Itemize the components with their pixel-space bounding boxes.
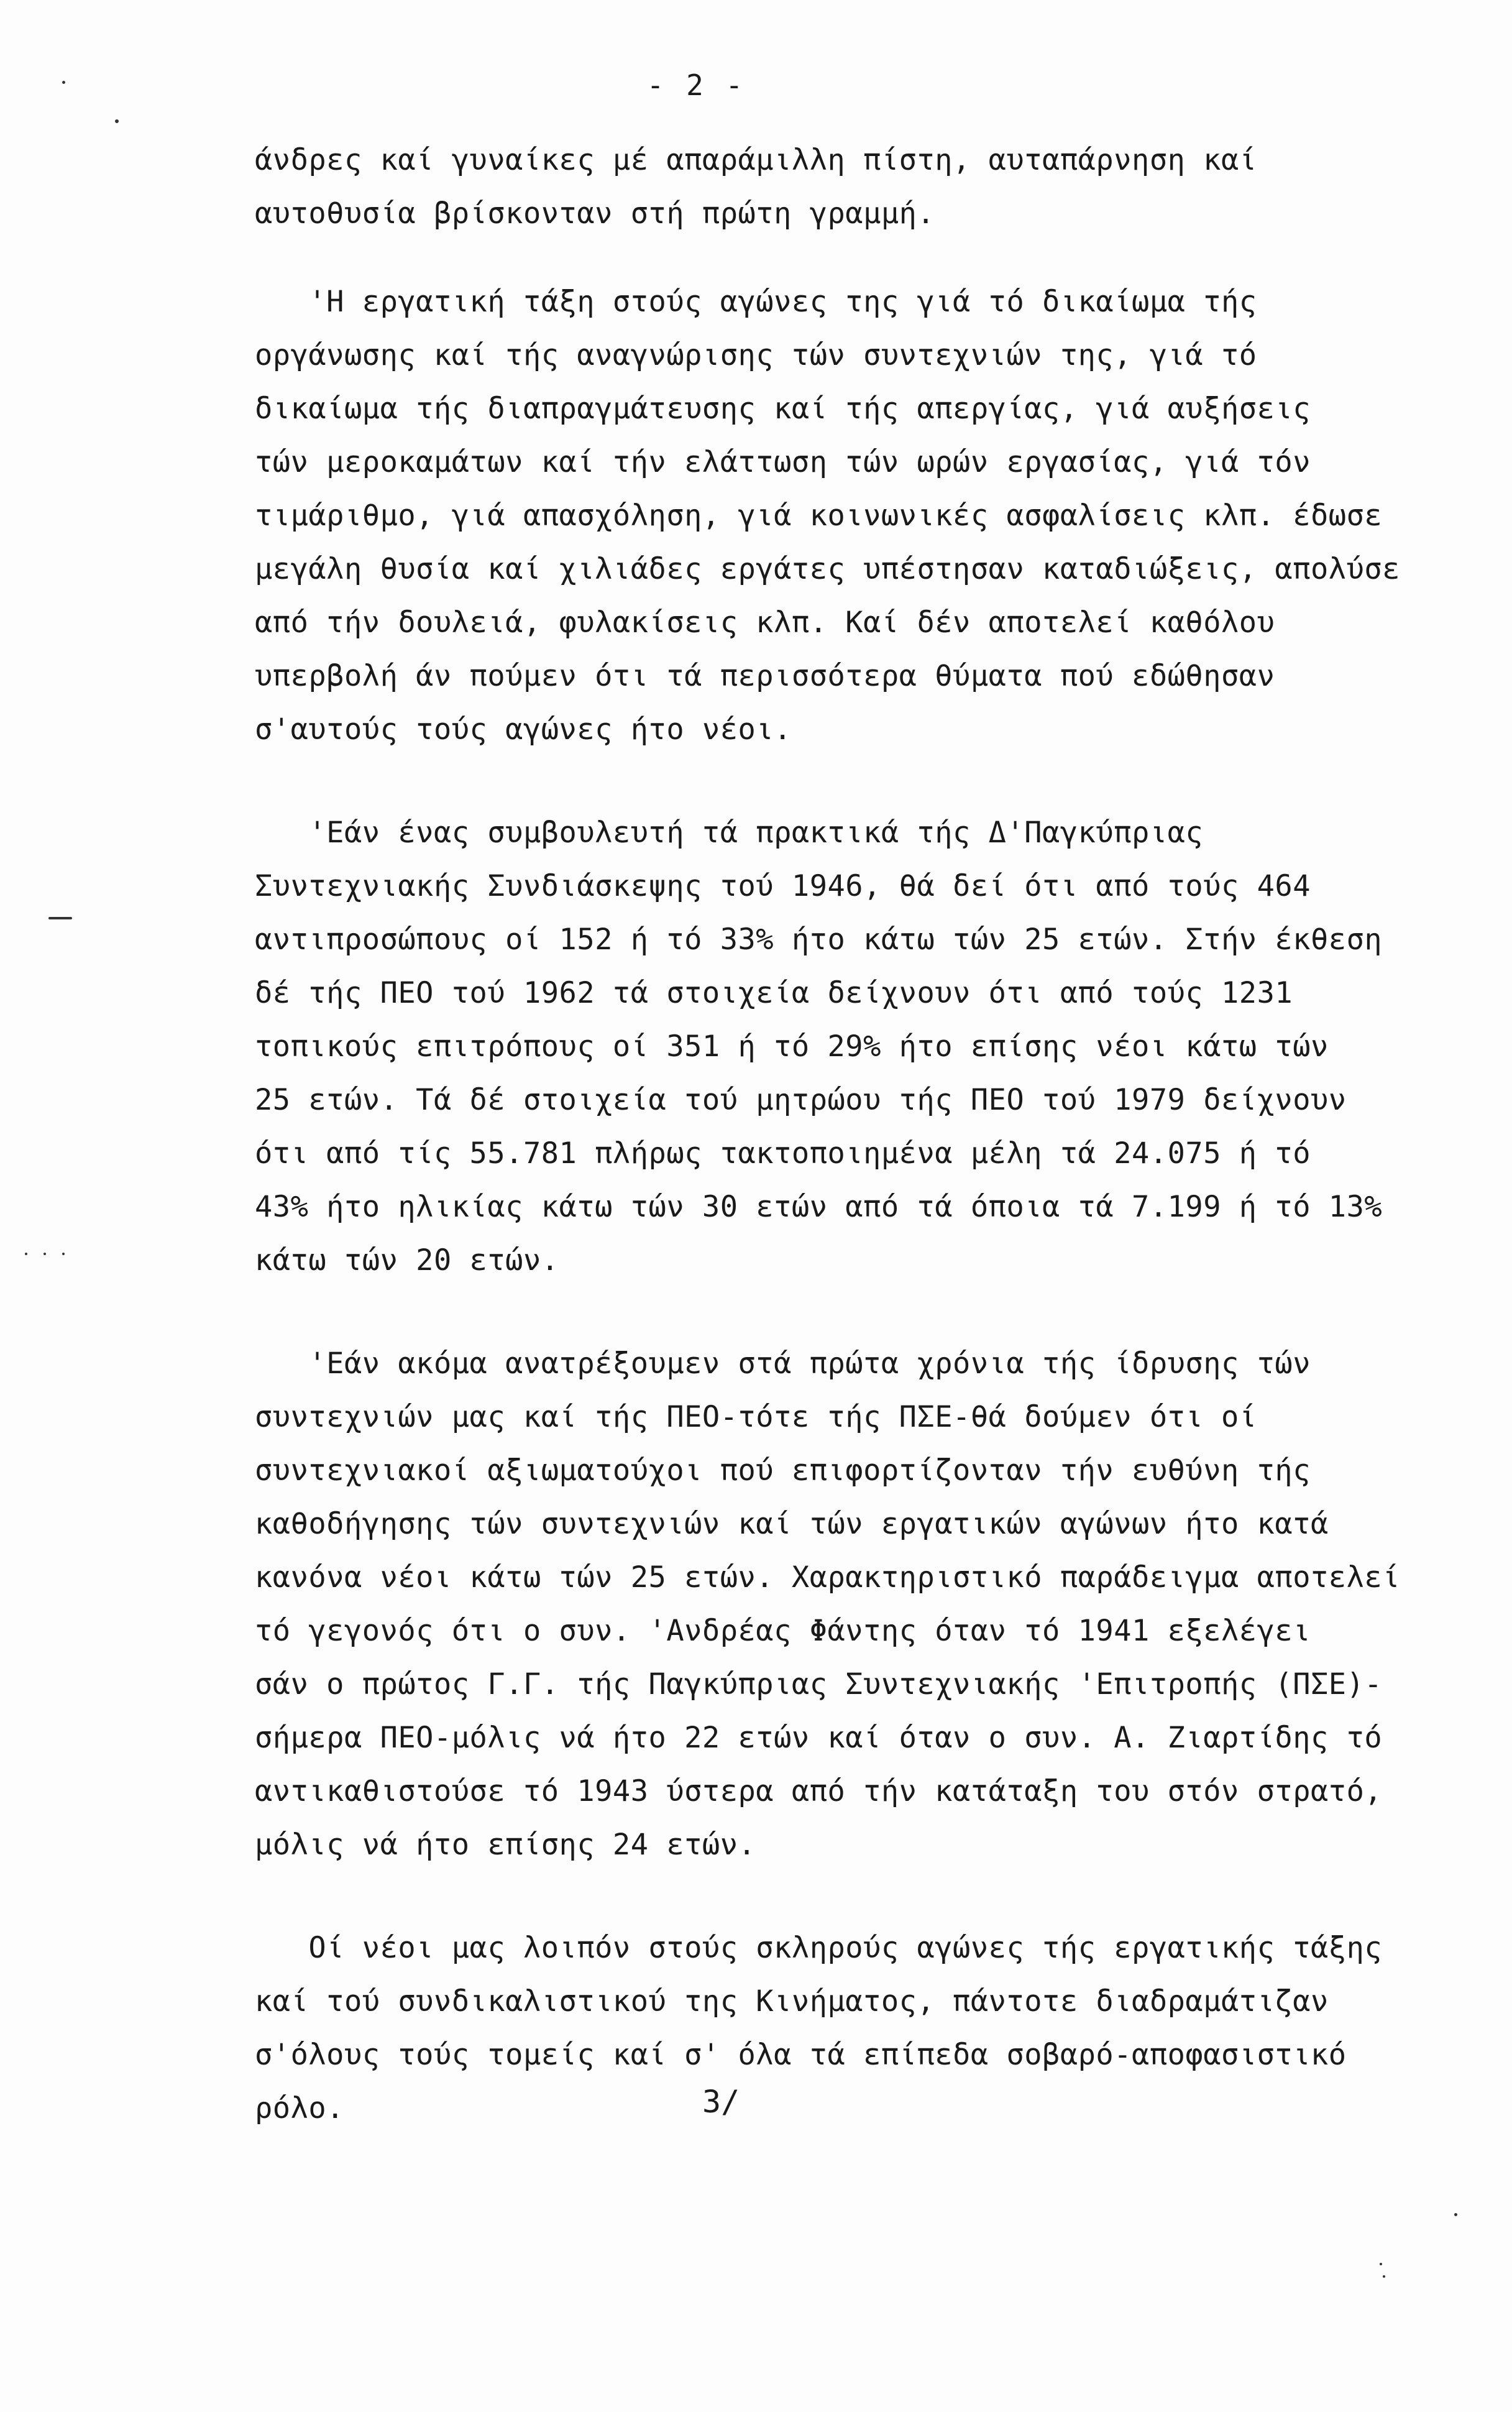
text-line: 43% ήτο ηλικίας κάτω τών 30 ετών από τά όποια τά 7.199 ή τό 13% xyxy=(255,1190,1383,1224)
page-number: - 2 - xyxy=(646,68,746,102)
text-line: σ'αυτούς τούς αγώνες ήτο νέοι. xyxy=(255,712,792,747)
scan-speck xyxy=(1380,2263,1382,2265)
text-line: κάτω τών 20 ετών. xyxy=(255,1243,559,1277)
text-line: 'Εάν ένας συμβουλευτή τά πρακτικά τής Δ'Παγκύπριας xyxy=(255,816,1204,850)
text-line: υπερβολή άν πούμεν ότι τά περισσότερα θύματα πού εδώθησαν xyxy=(255,659,1275,693)
paragraph-5 xyxy=(255,1922,1460,2135)
text-line: 'Εάν ακόμα ανατρέξουμεν στά πρώτα χρόνια τής ίδρυσης τών xyxy=(255,1346,1311,1381)
text-line: δικαίωμα τής διαπραγμάτευσης καί τής απεργίας, γιά αυξήσεις xyxy=(255,392,1311,426)
text-line: ότι από τίς 55.781 πλήρως τακτοποιημένα μέλη τά 24.075 ή τό xyxy=(255,1136,1311,1171)
text-line: αυτοθυσία βρίσκονταν στή πρώτη γραμμή. xyxy=(255,196,935,231)
text-line: συντεχνιών μας καί τής ΠΕΟ-τότε τής ΠΣΕ-θά δούμεν ότι οί xyxy=(255,1400,1257,1434)
text-line: μόλις νά ήτο επίσης 24 ετών. xyxy=(255,1828,756,1862)
text-line: σάν ο πρώτος Γ.Γ. τής Παγκύπριας Συντεχνιακής 'Επιτροπής (ΠΣΕ)- xyxy=(255,1667,1383,1701)
text-line: σ'όλους τούς τομείς καί σ' όλα τά επίπεδα σοβαρό-αποφασιστικό xyxy=(255,2038,1347,2072)
continuation-marker: 3/ xyxy=(702,2084,740,2120)
scan-speck xyxy=(1383,2275,1385,2278)
text-line: Συντεχνιακής Συνδιάσκεψης τού 1946, θά δεί ότι από τούς 464 xyxy=(255,869,1311,903)
scan-speck xyxy=(1454,2213,1457,2216)
scan-speck xyxy=(62,81,65,84)
text-line: 25 ετών. Τά δέ στοιχεία τού μητρώου τής ΠΕΟ τού 1979 δείχνουν xyxy=(255,1083,1347,1117)
paragraph-3 xyxy=(255,806,1460,1287)
paragraph-4 xyxy=(255,1337,1460,1872)
body-text xyxy=(255,134,1460,2185)
text-line: συντεχνιακοί αξιωματούχοι πού επιφορτίζονταν τήν ευθύνη τής xyxy=(255,1453,1311,1488)
scan-speck xyxy=(25,1253,27,1255)
text-line: τοπικούς επιτρόπους οί 351 ή τό 29% ήτο επίσης νέοι κάτω τών xyxy=(255,1029,1329,1064)
text-line: καθοδήγησης τών συντεχνιών καί τών εργατικών αγώνων ήτο κατά xyxy=(255,1507,1329,1541)
paragraph-1 xyxy=(255,134,1460,241)
text-line: αντιπροσώπους οί 152 ή τό 33% ήτο κάτω τών 25 ετών. Στήν έκθεση xyxy=(255,923,1383,957)
text-line: από τήν δουλειά, φυλακίσεις κλπ. Καί δέν αποτελεί καθόλου xyxy=(255,605,1275,640)
paragraph-2 xyxy=(255,275,1460,757)
text-line: τιμάριθμο, γιά απασχόληση, γιά κοινωνικές ασφαλίσεις κλπ. έδωσε xyxy=(255,499,1383,533)
text-line: άνδρες καί γυναίκες μέ απαράμιλλη πίστη, αυταπάρνηση καί xyxy=(255,143,1257,177)
text-line: αντικαθιστούσε τό 1943 ύστερα από τήν κατάταξη του στόν στρατό, xyxy=(255,1774,1383,1808)
text-line: Οί νέοι μας λοιπόν στούς σκληρούς αγώνες τής εργατικής τάξης xyxy=(255,1931,1383,1965)
text-line: σήμερα ΠΕΟ-μόλις νά ήτο 22 ετών καί όταν ο συν. Α. Ζιαρτίδης τό xyxy=(255,1721,1383,1755)
text-line: οργάνωσης καί τής αναγνώρισης τών συντεχνιών της, γιά τό xyxy=(255,338,1257,372)
text-line: δέ τής ΠΕΟ τού 1962 τά στοιχεία δείχνουν ότι από τούς 1231 xyxy=(255,976,1293,1010)
scan-speck xyxy=(115,119,119,123)
text-line: καί τού συνδικαλιστικού της Κινήματος, πάντοτε διαδραμάτιζαν xyxy=(255,1984,1329,2018)
scan-speck xyxy=(62,1253,65,1255)
text-line: 'Η εργατική τάξη στούς αγώνες της γιά τό δικαίωμα τής xyxy=(255,285,1257,319)
text-line: κανόνα νέοι κάτω τών 25 ετών. Χαρακτηριστικό παράδειγμα αποτελεί xyxy=(255,1560,1400,1595)
text-line: ρόλο. xyxy=(255,2091,344,2125)
scan-speck xyxy=(44,1253,46,1255)
text-line: μεγάλη θυσία καί χιλιάδες εργάτες υπέστησαν καταδιώξεις, απολύσε xyxy=(255,552,1400,586)
scan-speck xyxy=(48,917,72,919)
text-line: τό γεγονός ότι ο συν. 'Ανδρέας Φάντης όταν τό 1941 εξελέγει xyxy=(255,1614,1311,1648)
text-line: τών μεροκαμάτων καί τήν ελάττωση τών ωρών εργασίας, γιά τόν xyxy=(255,445,1311,479)
